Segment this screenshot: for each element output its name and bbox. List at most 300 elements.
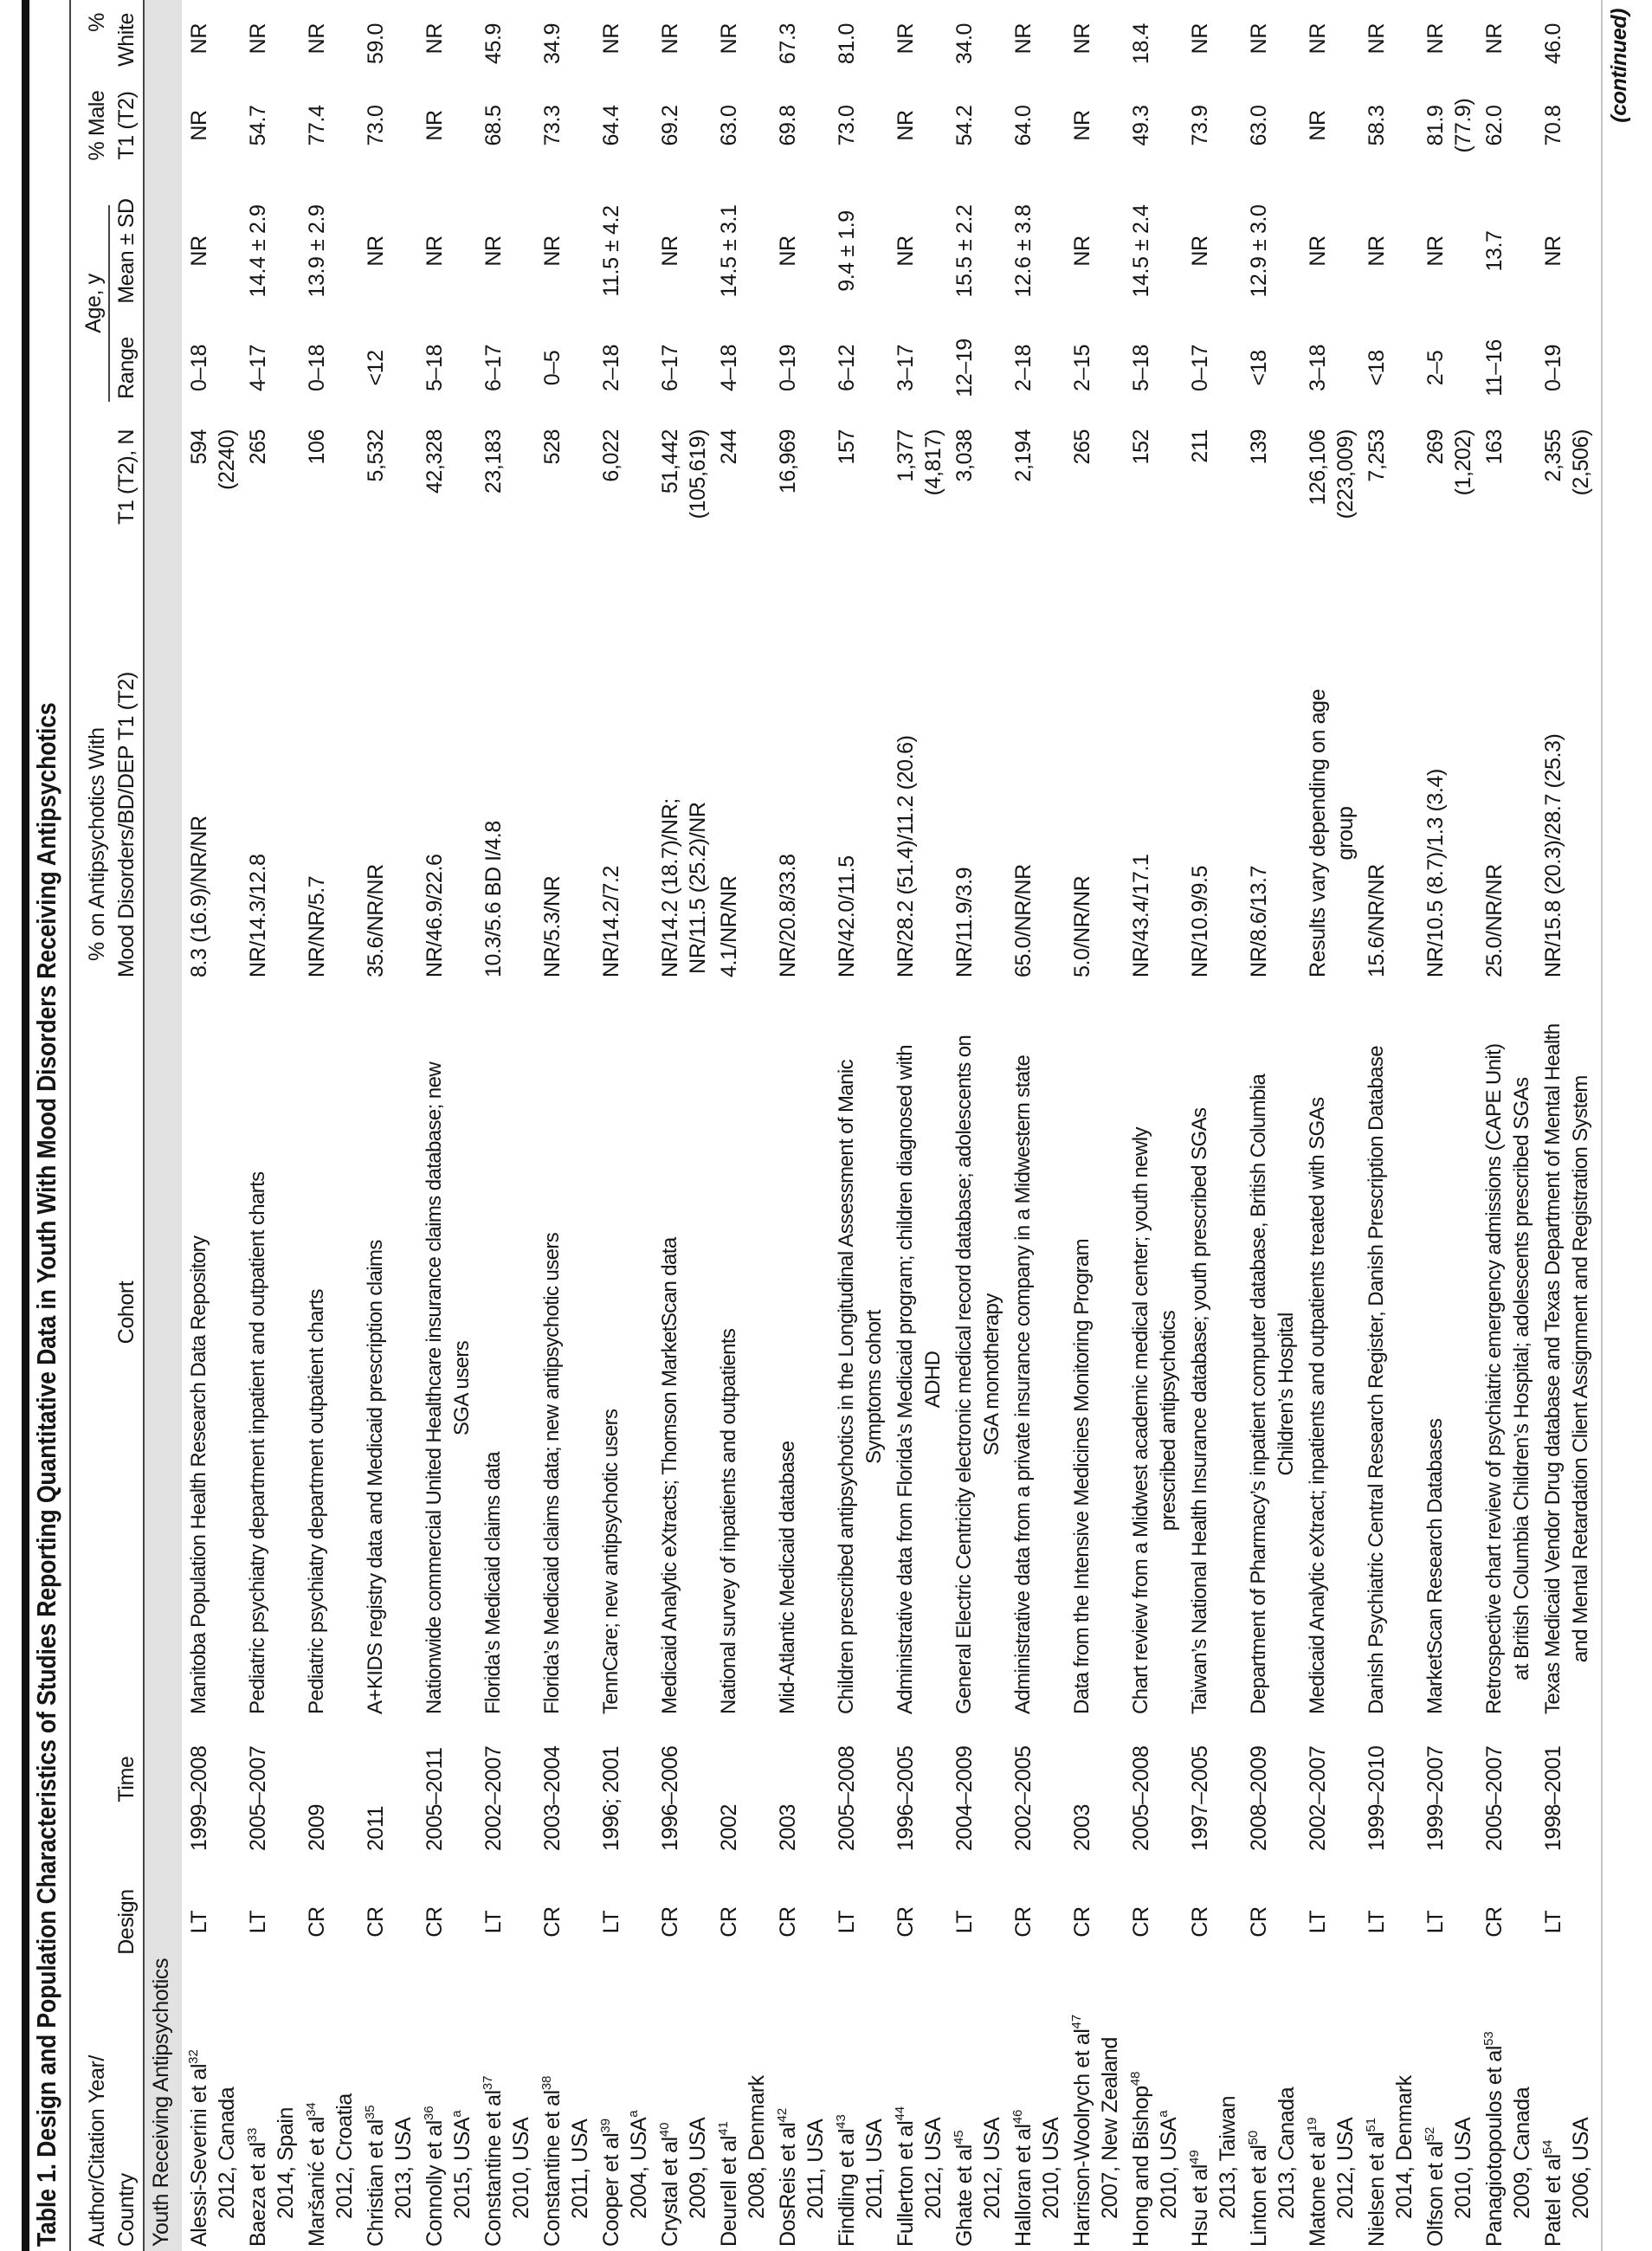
reference-number: 36 bbox=[422, 2106, 436, 2121]
header-white-line2: White bbox=[114, 13, 139, 67]
antipsychotic-percent-lines bbox=[1068, 876, 1096, 977]
time-cell: 1997–2005 bbox=[1188, 1745, 1212, 1851]
table-row bbox=[362, 0, 421, 2251]
header-cohort: Cohort bbox=[114, 1280, 139, 1345]
percent-male-line: 62.0 bbox=[1482, 105, 1507, 146]
year-country-line bbox=[1391, 1970, 1418, 2247]
age-range-cell: 2–15 bbox=[1070, 345, 1094, 392]
antipsychotic-percent-line: 65.0/NR/NR bbox=[1011, 864, 1036, 977]
cohort-line: Nationwide commercial United Healthcare insurance claims database; new bbox=[423, 1061, 446, 1714]
percent-white-cell: NR bbox=[1070, 23, 1094, 55]
author-cell bbox=[1539, 1970, 1595, 2247]
age-mean-cell: 14.4 ± 2.9 bbox=[246, 204, 270, 298]
year-country-line bbox=[684, 1970, 712, 2247]
cohort-line: Data from the Intensive Medicines Monitoring Program bbox=[1070, 1238, 1094, 1714]
age-mean-cell: NR bbox=[776, 235, 800, 267]
cohort-line: prescribed antipsychotics bbox=[1157, 1310, 1180, 1532]
year-country-line bbox=[1332, 1970, 1359, 2247]
reference-number: 38 bbox=[539, 2075, 554, 2091]
age-range-cell: 2–18 bbox=[599, 345, 623, 392]
section-label: Youth Receiving Antipsychotics bbox=[149, 1958, 173, 2247]
design-cell: LT bbox=[1541, 1910, 1565, 1934]
sample-size-cell bbox=[1539, 429, 1595, 559]
table-row bbox=[715, 0, 774, 2251]
time-cell: 2005–2008 bbox=[1129, 1745, 1153, 1851]
footnote-mark: a bbox=[1156, 2110, 1171, 2118]
author-name: Linton et al bbox=[1247, 2145, 1271, 2247]
cohort-line: Medicaid Analytic eXtract; inpatients and outpatients treated with SGAs bbox=[1306, 1097, 1329, 1714]
percent-white-cell: 18.4 bbox=[1129, 23, 1153, 65]
age-mean-cell: NR bbox=[1306, 235, 1330, 267]
age-mean-cell: 14.5 ± 3.1 bbox=[717, 204, 741, 298]
design-cell: CR bbox=[1129, 1906, 1153, 1938]
age-mean-cell: NR bbox=[540, 235, 565, 267]
antipsychotic-percent-lines bbox=[774, 854, 802, 977]
design-cell: CR bbox=[1188, 1906, 1212, 1938]
age-range-cell: 2–5 bbox=[1423, 350, 1448, 386]
year-country-line bbox=[861, 1970, 888, 2247]
antipsychotic-percent-line: 10.3/5.6 BD I/4.8 bbox=[481, 821, 506, 977]
sample-size-cell bbox=[1127, 429, 1155, 559]
antipsychotic-percent-lines bbox=[421, 854, 448, 977]
antipsychotic-percent-lines bbox=[1422, 769, 1449, 977]
antipsychotic-percent-cell bbox=[1304, 571, 1359, 977]
antipsychotic-percent-cell bbox=[597, 571, 625, 977]
sample-size-line: 163 bbox=[1482, 429, 1507, 465]
design-cell: CR bbox=[894, 1906, 918, 1938]
antipsychotic-percent-line: NR/14.2/7.2 bbox=[599, 865, 623, 977]
age-mean-cell: 9.4 ± 1.9 bbox=[835, 210, 859, 292]
antipsychotic-percent-line: NR/11.5 (25.2)/NR bbox=[686, 802, 710, 974]
year-country-line bbox=[1096, 1970, 1124, 2247]
design-cell: LT bbox=[481, 1910, 506, 1934]
antipsychotic-percent-line: 25.0/NR/NR bbox=[1482, 864, 1507, 977]
sample-size-cell bbox=[1010, 429, 1037, 559]
time-cell: 2009 bbox=[305, 1803, 329, 1851]
year-country: 2015, USA bbox=[450, 2117, 474, 2219]
table-row bbox=[1245, 0, 1304, 2251]
reference-number: 53 bbox=[1481, 2031, 1496, 2046]
year-country-line bbox=[1449, 1970, 1477, 2247]
author-name: Hong and Bishop bbox=[1129, 2086, 1153, 2247]
reference-number: 51 bbox=[1364, 2117, 1378, 2132]
sample-size-cell bbox=[715, 429, 743, 559]
age-range-cell: 5–18 bbox=[423, 345, 447, 392]
cohort-line: ADHD bbox=[921, 1351, 945, 1409]
cohort-line: Mid-Atlantic Medicaid database bbox=[776, 1441, 799, 1714]
age-range-cell: 6–12 bbox=[835, 345, 859, 392]
table-row bbox=[892, 0, 951, 2251]
author-cell bbox=[597, 1970, 653, 2247]
percent-white-cell: 59.0 bbox=[364, 23, 388, 65]
header-author-line2: Country bbox=[114, 2173, 139, 2247]
antipsychotic-percent-line: NR/14.3/12.8 bbox=[246, 854, 270, 977]
cohort-lines bbox=[303, 1289, 331, 1714]
cohort-cell bbox=[833, 987, 888, 1714]
sample-size-line: 51,442 bbox=[658, 429, 682, 494]
percent-male-cell bbox=[656, 78, 684, 173]
antipsychotic-percent-cell bbox=[1539, 571, 1567, 977]
author-line bbox=[480, 1970, 507, 2247]
sample-size-line: 265 bbox=[1070, 429, 1094, 465]
antipsychotic-percent-cell bbox=[1481, 571, 1508, 977]
cohort-lines bbox=[1304, 1098, 1332, 1715]
percent-white-cell: NR bbox=[246, 23, 270, 55]
cohort-lines bbox=[1422, 1419, 1449, 1714]
antipsychotic-percent-lines bbox=[244, 854, 272, 977]
author-cell bbox=[1363, 1970, 1418, 2247]
time-cell: 2005–2011 bbox=[423, 1747, 447, 1851]
antipsychotic-percent-lines bbox=[833, 855, 861, 977]
sample-size-line: 106 bbox=[305, 429, 329, 465]
antipsychotic-percent-cell bbox=[1245, 571, 1273, 977]
footnote-mark: a bbox=[449, 2110, 464, 2118]
table-row bbox=[1304, 0, 1363, 2251]
cohort-lines bbox=[1481, 1043, 1536, 1714]
author-line bbox=[597, 1970, 625, 2247]
author-cell bbox=[951, 1970, 1006, 2247]
antipsychotic-percent-lines bbox=[656, 798, 712, 977]
antipsychotic-percent-cell bbox=[715, 571, 743, 977]
percent-male-line: 69.8 bbox=[776, 105, 800, 146]
percent-white-cell: NR bbox=[1011, 23, 1036, 55]
antipsychotic-percent-line: NR/46.9/22.6 bbox=[423, 854, 447, 977]
cohort-cell bbox=[1481, 987, 1536, 1714]
sample-size-cell bbox=[833, 429, 861, 559]
cohort-line: Florida’s Medicaid claims data; new antipsychotic users bbox=[540, 1232, 564, 1714]
year-country: 2011, USA bbox=[568, 2119, 592, 2219]
age-range-cell: 0–19 bbox=[1541, 345, 1565, 392]
antipsychotic-percent-lines bbox=[1245, 866, 1273, 977]
age-range-cell: 12–19 bbox=[952, 339, 977, 397]
year-country: 2009, USA bbox=[686, 2117, 710, 2219]
age-mean-cell: NR bbox=[658, 235, 682, 267]
design-cell: CR bbox=[717, 1906, 741, 1938]
sample-size-line: 528 bbox=[540, 429, 565, 465]
author-name: Christian et al bbox=[364, 2119, 388, 2247]
table-row bbox=[421, 0, 480, 2251]
percent-white-cell: NR bbox=[1365, 23, 1389, 55]
author-name: Nielsen et al bbox=[1365, 2132, 1389, 2247]
cohort-line: Manitoba Population Health Research Data Repository bbox=[187, 1235, 210, 1714]
antipsychotic-percent-line: 4.1/NR/NR bbox=[717, 875, 741, 977]
age-range-cell: 0–5 bbox=[540, 350, 565, 386]
percent-male-line: 64.0 bbox=[1011, 105, 1036, 146]
year-country: 2012, USA bbox=[980, 2117, 1004, 2219]
cohort-line: Children prescribed antipsychotics in the Longitudinal Assessment of Manic bbox=[835, 1059, 858, 1714]
percent-male-line: 49.3 bbox=[1129, 105, 1153, 146]
percent-white-cell: 67.3 bbox=[776, 23, 800, 65]
author-cell bbox=[1422, 1970, 1477, 2247]
cohort-lines bbox=[1186, 1108, 1214, 1714]
author-line bbox=[1422, 1970, 1449, 2247]
percent-male-line: 69.2 bbox=[658, 105, 682, 146]
year-country-line bbox=[331, 1970, 358, 2247]
table-row bbox=[833, 0, 892, 2251]
reference-number: 45 bbox=[952, 2130, 966, 2145]
author-name: Deurell et al bbox=[717, 2135, 741, 2247]
year-country-line bbox=[802, 1970, 829, 2247]
cohort-cell bbox=[480, 987, 507, 1714]
sample-size-cell bbox=[244, 429, 272, 559]
table-bottom-rule bbox=[1601, 0, 1603, 2251]
sample-size-cell bbox=[1363, 429, 1391, 559]
author-line bbox=[1010, 1970, 1037, 2247]
cohort-line: A+KIDS registry data and Medicaid prescription claims bbox=[364, 1240, 387, 1714]
sample-size-line: (2,506) bbox=[1569, 429, 1593, 496]
percent-male-cell bbox=[1304, 78, 1332, 173]
time-cell: 2005–2008 bbox=[835, 1745, 859, 1851]
time-cell: 1999–2008 bbox=[187, 1745, 211, 1851]
reference-number: 19 bbox=[1305, 2117, 1320, 2132]
cohort-lines bbox=[362, 1240, 390, 1714]
antipsychotic-percent-line: NR/14.2 (18.7)/NR; bbox=[658, 798, 682, 977]
author-name: Olfson et al bbox=[1423, 2141, 1448, 2247]
sample-size-cell bbox=[185, 429, 241, 559]
percent-male-line: 63.0 bbox=[717, 105, 741, 146]
cohort-line: MarketScan Research Databases bbox=[1423, 1418, 1447, 1714]
age-range-cell: <18 bbox=[1365, 350, 1389, 386]
time-cell: 1996–2005 bbox=[894, 1745, 918, 1851]
sample-size-line: 23,183 bbox=[481, 429, 506, 494]
percent-male-line: 73.9 bbox=[1188, 105, 1212, 146]
header-white-line1: % bbox=[85, 13, 109, 32]
antipsychotic-percent-cell bbox=[951, 571, 978, 977]
author-line bbox=[715, 1970, 743, 2247]
cohort-lines bbox=[656, 1237, 684, 1714]
percent-white-cell: 34.0 bbox=[952, 23, 977, 65]
author-cell bbox=[421, 1970, 476, 2247]
age-mean-cell: NR bbox=[481, 235, 506, 267]
sample-size-cell bbox=[597, 429, 625, 559]
percent-male-line: NR bbox=[1070, 110, 1094, 141]
author-cell bbox=[774, 1970, 829, 2247]
antipsychotic-percent-cell bbox=[1010, 571, 1037, 977]
table-row bbox=[539, 0, 597, 2251]
cohort-line: Danish Psychiatric Central Research Register, Danish Prescription Database bbox=[1365, 1046, 1388, 1714]
header-n: T1 (T2), N bbox=[114, 429, 139, 525]
cohort-lines bbox=[1245, 1074, 1300, 1714]
antipsychotic-percent-line: NR/5.3/NR bbox=[540, 875, 565, 977]
percent-male-cell bbox=[1422, 78, 1477, 173]
age-mean-cell: 13.7 bbox=[1482, 230, 1507, 272]
sample-size-line: (223,009) bbox=[1333, 429, 1358, 519]
author-cell bbox=[1127, 1970, 1183, 2247]
table-row bbox=[185, 0, 244, 2251]
reference-number: 34 bbox=[304, 2102, 319, 2117]
time-cell: 2003 bbox=[1070, 1803, 1094, 1851]
time-cell: 2003–2004 bbox=[540, 1745, 565, 1851]
author-line bbox=[1304, 1970, 1332, 2247]
percent-male-line: 54.2 bbox=[952, 105, 977, 146]
year-country: 2009, Canada bbox=[1510, 2087, 1534, 2219]
age-mean-cell: NR bbox=[1423, 235, 1448, 267]
year-country-line bbox=[507, 1970, 535, 2247]
time-cell: 1999–2007 bbox=[1423, 1745, 1448, 1851]
age-mean-cell: NR bbox=[1365, 235, 1389, 267]
author-line bbox=[1186, 1970, 1214, 2247]
table-row bbox=[303, 0, 362, 2251]
age-mean-cell: 14.5 ± 2.4 bbox=[1129, 204, 1153, 298]
year-country-line bbox=[1155, 1970, 1183, 2247]
antipsychotic-percent-cell bbox=[480, 571, 507, 977]
year-country: 2011, USA bbox=[862, 2119, 887, 2219]
percent-male-cell bbox=[892, 78, 920, 173]
design-cell: CR bbox=[305, 1906, 329, 1938]
antipsychotic-percent-lines bbox=[597, 866, 625, 977]
percent-male-cell bbox=[1481, 78, 1508, 173]
author-name: Cooper et al bbox=[599, 2132, 623, 2247]
cohort-cell bbox=[421, 987, 476, 1714]
table-row bbox=[1186, 0, 1245, 2251]
reference-number: 42 bbox=[775, 2107, 790, 2123]
antipsychotic-percent-cell bbox=[833, 571, 861, 977]
percent-white-cell: NR bbox=[1482, 23, 1507, 55]
cohort-line: SGA users bbox=[450, 1340, 474, 1436]
antipsychotic-percent-lines bbox=[1481, 864, 1508, 977]
antipsychotic-percent-lines bbox=[1186, 866, 1214, 977]
age-range-cell: 0–19 bbox=[776, 345, 800, 392]
cohort-cell bbox=[1068, 987, 1096, 1714]
design-cell: CR bbox=[1011, 1906, 1036, 1938]
year-country: 2004, USA bbox=[627, 2117, 651, 2219]
sample-size-line: 157 bbox=[835, 429, 859, 465]
author-name: DosReis et al bbox=[776, 2122, 800, 2247]
header-male-line1: % Male bbox=[85, 90, 109, 161]
age-range-cell: 4–17 bbox=[246, 345, 270, 392]
percent-male-cell bbox=[421, 78, 448, 173]
author-cell bbox=[656, 1970, 712, 2247]
percent-male-line: (77.9) bbox=[1451, 98, 1475, 153]
year-country: 2012, USA bbox=[1333, 2117, 1358, 2219]
antipsychotic-percent-line: NR/20.8/33.8 bbox=[776, 854, 800, 977]
author-name: Findling et al bbox=[835, 2128, 859, 2247]
year-country: 2013, USA bbox=[391, 2117, 416, 2219]
author-line bbox=[951, 1970, 978, 2247]
author-cell bbox=[539, 1970, 594, 2247]
year-country-line bbox=[743, 1970, 771, 2247]
time-cell: 1998–2001 bbox=[1541, 1745, 1565, 1851]
cohort-cell bbox=[1186, 987, 1214, 1714]
year-country-line bbox=[213, 1970, 241, 2247]
percent-male-line: NR bbox=[187, 110, 211, 141]
percent-male-line: 54.7 bbox=[246, 105, 270, 146]
percent-white-cell: 34.9 bbox=[540, 23, 565, 65]
author-cell bbox=[833, 1970, 888, 2247]
age-range-cell: 5–18 bbox=[1129, 345, 1153, 392]
author-cell bbox=[1186, 1970, 1242, 2247]
sample-size-cell bbox=[1186, 429, 1214, 559]
year-country: 2010, USA bbox=[1157, 2117, 1181, 2219]
design-cell: LT bbox=[835, 1910, 859, 1934]
cohort-lines bbox=[597, 1409, 625, 1714]
design-cell: CR bbox=[1247, 1906, 1271, 1938]
age-range-cell: 2–18 bbox=[1011, 345, 1036, 392]
antipsychotic-percent-lines bbox=[951, 868, 978, 977]
percent-male-cell bbox=[539, 78, 566, 173]
author-cell bbox=[1481, 1970, 1536, 2247]
percent-male-line: NR bbox=[423, 110, 447, 141]
design-cell: CR bbox=[658, 1906, 682, 1938]
sample-size-line: 3,038 bbox=[952, 429, 977, 482]
header-author-line1: Author/Citation Year/ bbox=[85, 2055, 109, 2247]
author-name: Alessi-Severini et al bbox=[187, 2063, 211, 2247]
year-country: 2010, USA bbox=[1039, 2117, 1063, 2219]
time-cell: 1996–2006 bbox=[658, 1745, 682, 1851]
author-line bbox=[1068, 1970, 1096, 2247]
antipsychotic-percent-cell bbox=[421, 571, 448, 977]
sample-size-line: 139 bbox=[1247, 429, 1271, 465]
percent-male-cell bbox=[480, 78, 507, 173]
percent-white-cell: NR bbox=[599, 23, 623, 55]
cohort-cell bbox=[362, 987, 390, 1714]
percent-white-cell: NR bbox=[1188, 23, 1212, 55]
reference-number: 49 bbox=[1187, 2150, 1202, 2164]
cohort-line: Medicaid Analytic eXtracts; Thomson MarketScan data bbox=[658, 1237, 681, 1714]
age-range-cell: <12 bbox=[364, 350, 388, 386]
age-mean-cell: NR bbox=[1070, 235, 1094, 267]
cohort-cell bbox=[774, 987, 802, 1714]
sample-size-cell bbox=[1481, 429, 1508, 559]
percent-male-cell bbox=[1127, 78, 1155, 173]
antipsychotic-percent-cell bbox=[774, 571, 802, 977]
header-male-line2: T1 (T2) bbox=[114, 91, 139, 160]
cohort-line: and Mental Retardation Client Assignment and Registration System bbox=[1569, 1075, 1592, 1663]
sample-size-cell bbox=[480, 429, 507, 559]
cohort-line: Retrospective chart review of psychiatric emergency admissions (CAPE Unit) bbox=[1482, 1043, 1506, 1714]
antipsychotic-percent-cell bbox=[1127, 571, 1155, 977]
antipsychotic-percent-cell bbox=[892, 571, 920, 977]
age-range-cell: 6–17 bbox=[658, 345, 682, 392]
cohort-cell bbox=[1127, 987, 1183, 1714]
percent-male-cell bbox=[1068, 78, 1096, 173]
author-name: Maršanić et al bbox=[305, 2116, 329, 2247]
antipsychotic-percent-line: Results vary depending on age bbox=[1306, 688, 1330, 977]
antipsychotic-percent-line: 15.6/NR/NR bbox=[1365, 864, 1389, 977]
time-cell: 2005–2007 bbox=[246, 1745, 270, 1851]
sample-size-line: 16,969 bbox=[776, 429, 800, 494]
table-row bbox=[1127, 0, 1186, 2251]
author-name: Connolly et al bbox=[423, 2120, 447, 2247]
cohort-cell bbox=[597, 987, 625, 1714]
table-row bbox=[1481, 0, 1539, 2251]
age-mean-cell: 12.9 ± 3.0 bbox=[1247, 204, 1271, 298]
sample-size-line: (1,202) bbox=[1451, 429, 1475, 496]
percent-male-cell bbox=[1245, 78, 1273, 173]
year-country-line bbox=[920, 1970, 947, 2247]
cohort-cell bbox=[951, 987, 1006, 1714]
cohort-lines bbox=[539, 1233, 566, 1714]
percent-male-line: 73.0 bbox=[364, 105, 388, 146]
table-body bbox=[185, 0, 1598, 2251]
author-line bbox=[1363, 1970, 1391, 2247]
cohort-cell bbox=[1422, 987, 1449, 1714]
age-range-cell: 4–18 bbox=[717, 345, 741, 392]
author-line bbox=[1481, 1970, 1508, 2247]
percent-male-cell bbox=[774, 78, 802, 173]
antipsychotic-percent-line: NR/43.4/17.1 bbox=[1129, 854, 1153, 977]
time-cell: 2002 bbox=[717, 1803, 741, 1851]
author-name: Matone et al bbox=[1306, 2132, 1330, 2247]
table-row bbox=[480, 0, 539, 2251]
sample-size-cell bbox=[892, 429, 947, 559]
antipsychotic-percent-lines bbox=[185, 816, 213, 977]
design-cell: CR bbox=[364, 1906, 388, 1938]
sample-size-cell bbox=[1245, 429, 1273, 559]
sample-size-line: 244 bbox=[717, 429, 741, 465]
reference-number: 35 bbox=[363, 2105, 378, 2120]
antipsychotic-percent-line: NR/15.8 (20.3)/28.7 (25.3) bbox=[1541, 733, 1565, 977]
